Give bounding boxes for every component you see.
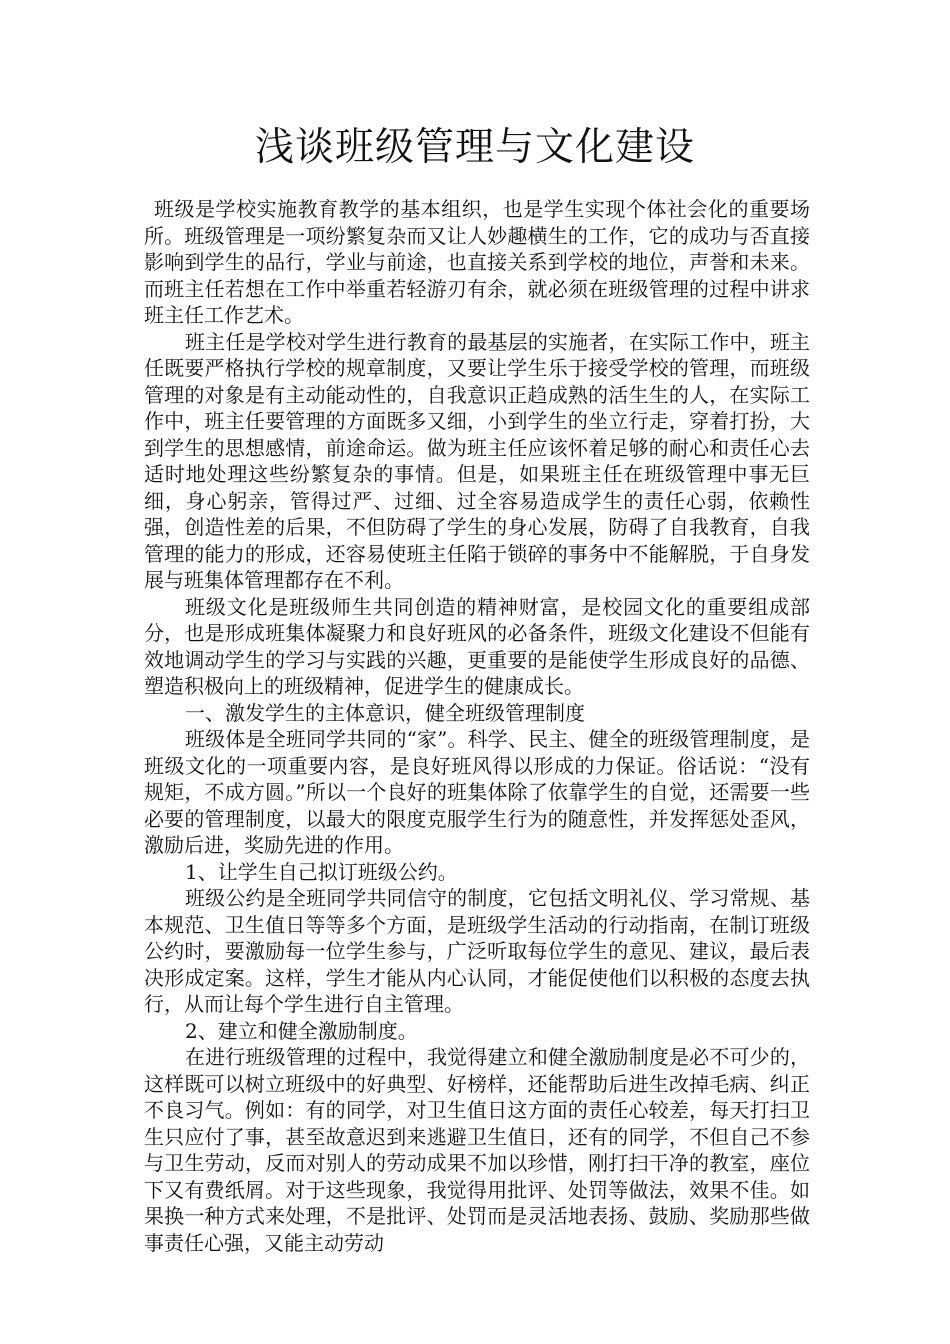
paragraph-incentive-system: 在进行班级管理的过程中，我觉得建立和健全激励制度是必不可少的，这样既可以树立班级中的好典型、好榜样，还能帮助后进生改掉毛病、纠正不良习气。例如：有的同学，对卫生值日这方面的责任心较差，每天打扫卫生只应付了事，甚至故意迟到来逃避卫生值日，还有的同学，不但自己不参与卫生劳动，反而对别人的劳动成果不加以珍惜，刚打扫干净的教室，座位下又有费纸屑。对于这些现象，我觉得用批评、处罚等做法，效果不佳。如果换一种方式来处理，不是批评、处罚而是灵活地表扬、鼓励、奖励那些做事责任心强，又能主动劳动 (144, 1045, 810, 1255)
subheading-2: 2、建立和健全激励制度。 (185, 1018, 418, 1043)
document-body (144, 196, 810, 1256)
paragraph-class-culture: 班级文化是班级师生共同创造的精神财富，是校园文化的重要组成部分，也是形成班集体凝聚力和良好班风的必备条件，班级文化建设不但能有效地调动学生的学习与实践的兴趣，更重要的是能使学生形成良好的品德、塑造积极向上的班级精神，促进学生的健康成长。 (144, 594, 810, 698)
subheading-1: 1、让学生自己拟订班级公约。 (185, 859, 458, 884)
paragraph-management-system: 班级体是全班同学共同的“家”。科学、民主、健全的班级管理制度，是班级文化的一项重要内容，是良好班风得以形成的力保证。俗话说：“没有规矩，不成方圆。”所以一个良好的班集体除了依靠学生的自觉，还需要一些必要的管理制度，以最大的限度克服学生行为的随意性，并发挥惩处歪风，激励后进，奖励先进的作用。 (144, 727, 810, 857)
document-title: 浅谈班级管理与文化建设 (254, 125, 695, 170)
paragraph-class-convention: 班级公约是全班同学共同信守的制度，它包括文明礼仪、学习常规、基本规范、卫生值日等等多个方面，是班级学生活动的行动指南，在制订班级公约时，要激励每一位学生参与，广泛听取每位学生的意见、建议，最后表决形成定案。这样，学生才能从内心认同，才能促使他们以积极的态度去执行，从而让每个学生进行自主管理。 (144, 886, 810, 1016)
paragraph-intro: 班级是学校实施教育教学的基本组织，也是学生实现个体社会化的重要场所。班级管理是一项纷繁复杂而又让人妙趣横生的工作，它的成功与否直接影响到学生的品行，学业与前途，也直接关系到学校的地位，声誉和未来。而班主任若想在工作中举重若轻游刃有余，就必须在班级管理的过程中讲求班主任工作艺术。 (144, 197, 810, 327)
paragraph-head-teacher: 班主任是学校对学生进行教育的最基层的实施者，在实际工作中，班主任既要严格执行学校的规章制度，又要让学生乐于接受学校的管理，而班级管理的对象是有主动能动性的，自我意识正趋成熟的活生生的人，在实际工作中，班主任要管理的方面既多又细，小到学生的坐立行走，穿着打扮，大到学生的思想感情，前途命运。做为班主任应该怀着足够的耐心和责任心去适时地处理这些纷繁复杂的事情。但是，如果班主任在班级管理中事无巨细，身心躬亲，管得过严、过细、过全容易造成学生的责任心弱，依赖性强，创造性差的后果，不但防碍了学生的身心发展，防碍了自我教育，自我管理的能力的形成，还容易使班主任陷于锁碎的事务中不能解脱，于自身发展与班集体管理都存在不利。 (144, 329, 810, 592)
section-heading-1: 一、激发学生的主体意识，健全班级管理制度 (185, 700, 585, 725)
